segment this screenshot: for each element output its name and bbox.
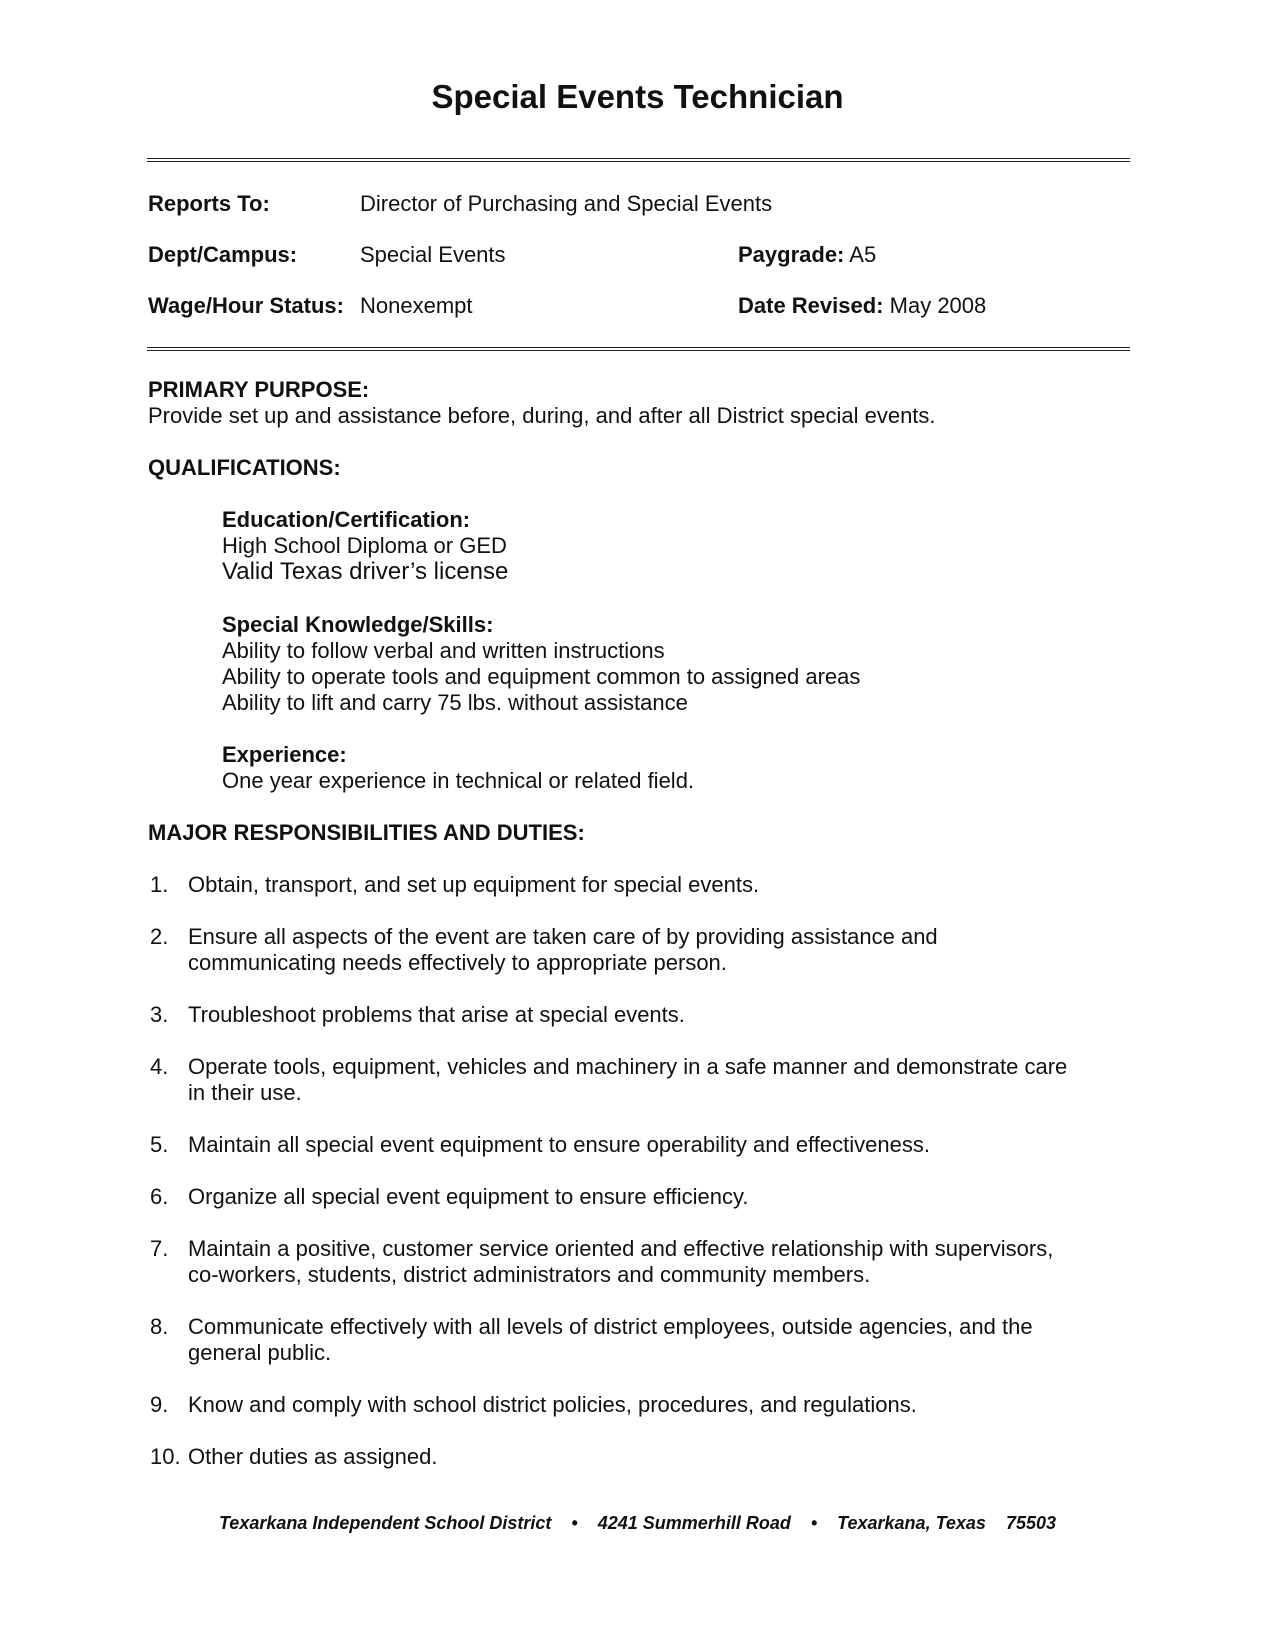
reports-to-value: Director of Purchasing and Special Events [360, 191, 773, 216]
education-item: High School Diploma or GED [222, 533, 507, 558]
duty-text: Communicate effectively with all levels of district employees, outside agencies, and the general public. [188, 1314, 1033, 1365]
duty-text: Maintain all special event equipment to ensure operability and effectiveness. [188, 1132, 930, 1157]
skills-heading: Special Knowledge/Skills: [222, 612, 494, 637]
duties-heading: MAJOR RESPONSIBILITIES AND DUTIES: [148, 820, 585, 845]
wage-status-value: Nonexempt [360, 293, 473, 318]
date-revised-label: Date Revised: [738, 293, 884, 318]
duty-text: Know and comply with school district policies, procedures, and regulations. [188, 1392, 917, 1417]
footer-separator: • [810, 1513, 818, 1533]
reports-to-label: Reports To: [148, 191, 270, 216]
qualifications-heading: QUALIFICATIONS: [148, 455, 341, 480]
paygrade-field [738, 242, 876, 268]
duty-number: 2. [150, 924, 169, 949]
duty-number: 9. [150, 1392, 169, 1417]
date-revised-field [738, 293, 986, 319]
skills-item: Ability to operate tools and equipment common to assigned areas [222, 664, 861, 689]
experience-text: One year experience in technical or related field. [222, 768, 695, 793]
duty-text: Obtain, transport, and set up equipment for special events. [188, 872, 760, 897]
duty-text: Organize all special event equipment to ensure efficiency. [188, 1184, 749, 1209]
duty-number: 3. [150, 1002, 169, 1027]
wage-status-label: Wage/Hour Status: [148, 293, 344, 318]
duty-text: Ensure all aspects of the event are taken care of by providing assistance and communicating needs effectively to appropriate person. [188, 924, 938, 975]
duty-number: 10. [150, 1444, 181, 1469]
skills-item: Ability to lift and carry 75 lbs. without assistance [222, 690, 688, 715]
duty-text: Operate tools, equipment, vehicles and machinery in a safe manner and demonstrate care in their use. [188, 1054, 1068, 1105]
duty-text: Troubleshoot problems that arise at special events. [188, 1002, 685, 1027]
header-rule-top [147, 158, 1130, 162]
dept-value: Special Events [360, 242, 506, 267]
experience-heading: Experience: [222, 742, 347, 767]
paygrade-label: Paygrade: [738, 242, 845, 267]
page-title: Special Events Technician [431, 78, 844, 115]
primary-purpose-heading: PRIMARY PURPOSE: [148, 377, 370, 402]
duty-number: 4. [150, 1054, 169, 1079]
duty-text: Maintain a positive, customer service oriented and effective relationship with supervisors, co-workers, students, district administrators and community members. [188, 1236, 1054, 1287]
duty-number: 5. [150, 1132, 169, 1157]
paygrade-value: A5 [849, 242, 877, 267]
duty-number: 6. [150, 1184, 169, 1209]
footer-separator: • [571, 1513, 578, 1533]
primary-purpose-text: Provide set up and assistance before, during, and after all District special events. [148, 403, 936, 428]
duty-number: 1. [150, 872, 169, 897]
date-revised-value: May 2008 [889, 293, 987, 318]
skills-item: Ability to follow verbal and written instructions [222, 638, 665, 663]
page-footer [0, 1513, 1275, 1534]
footer-city: Texarkana, Texas [837, 1513, 986, 1533]
duty-number: 8. [150, 1314, 169, 1339]
footer-address: 4241 Summerhill Road [597, 1513, 791, 1533]
dept-label: Dept/Campus: [148, 242, 298, 267]
footer-zip: 75503 [1005, 1513, 1057, 1533]
duty-text: Other duties as assigned. [188, 1444, 438, 1469]
education-heading: Education/Certification: [222, 507, 471, 532]
footer-org: Texarkana Independent School District [218, 1513, 552, 1533]
education-item: Valid Texas driver’s license [222, 558, 509, 585]
header-rule-bottom [147, 347, 1130, 351]
duty-number: 7. [150, 1236, 169, 1261]
